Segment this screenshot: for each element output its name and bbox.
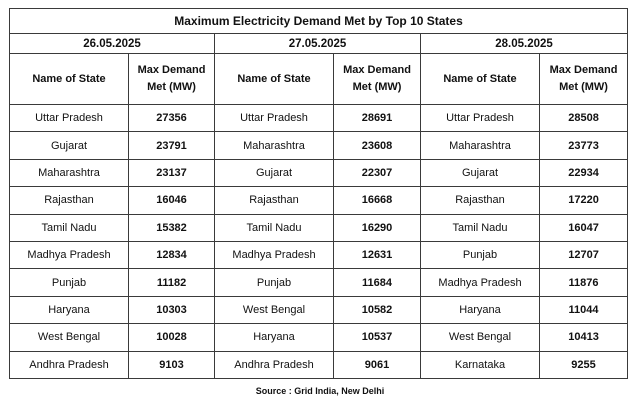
demand-cell: 28691	[334, 105, 421, 132]
column-header-row	[10, 54, 628, 105]
state-cell: Punjab	[10, 269, 129, 296]
demand-cell: 22307	[334, 159, 421, 186]
state-cell: Gujarat	[10, 132, 129, 159]
state-cell: Punjab	[215, 269, 334, 296]
demand-table	[9, 8, 628, 379]
state-cell: Gujarat	[421, 159, 540, 186]
demand-cell: 11044	[540, 296, 628, 323]
demand-cell: 9255	[540, 351, 628, 378]
state-cell: Uttar Pradesh	[421, 105, 540, 132]
state-cell: Gujarat	[215, 159, 334, 186]
demand-cell: 15382	[129, 214, 215, 241]
source-note: Source : Grid India, New Delhi	[255, 386, 385, 396]
demand-cell: 16047	[540, 214, 628, 241]
state-cell: West Bengal	[215, 296, 334, 323]
state-cell: Uttar Pradesh	[10, 105, 129, 132]
state-column-header: Name of State	[421, 54, 540, 105]
state-cell: Karnataka	[421, 351, 540, 378]
date-header-1: 26.05.2025	[10, 34, 215, 54]
state-cell: Andhra Pradesh	[215, 351, 334, 378]
state-cell: Madhya Pradesh	[10, 241, 129, 268]
table-title: Maximum Electricity Demand Met by Top 10 States	[10, 9, 628, 34]
state-cell: Andhra Pradesh	[10, 351, 129, 378]
state-cell: Tamil Nadu	[10, 214, 129, 241]
demand-cell: 12834	[129, 241, 215, 268]
state-cell: Madhya Pradesh	[421, 269, 540, 296]
demand-column-header: Max Demand Met (MW)	[540, 54, 628, 105]
state-cell: Rajasthan	[10, 187, 129, 214]
demand-cell: 22934	[540, 159, 628, 186]
demand-cell: 10303	[129, 296, 215, 323]
state-cell: Maharashtra	[421, 132, 540, 159]
table-row	[10, 269, 628, 296]
demand-cell: 16290	[334, 214, 421, 241]
demand-cell: 16668	[334, 187, 421, 214]
demand-cell: 23791	[129, 132, 215, 159]
table-row	[10, 159, 628, 186]
state-cell: Haryana	[215, 324, 334, 351]
state-cell: Rajasthan	[215, 187, 334, 214]
state-cell: Rajasthan	[421, 187, 540, 214]
state-cell: Uttar Pradesh	[215, 105, 334, 132]
table-row	[10, 214, 628, 241]
table-row	[10, 105, 628, 132]
state-column-header: Name of State	[10, 54, 129, 105]
demand-cell: 23137	[129, 159, 215, 186]
demand-cell: 11182	[129, 269, 215, 296]
date-header-3: 28.05.2025	[421, 34, 628, 54]
state-cell: Tamil Nadu	[421, 214, 540, 241]
demand-cell: 12707	[540, 241, 628, 268]
demand-cell: 16046	[129, 187, 215, 214]
demand-column-header: Max Demand Met (MW)	[334, 54, 421, 105]
state-cell: Haryana	[421, 296, 540, 323]
state-cell: Punjab	[421, 241, 540, 268]
demand-cell: 9061	[334, 351, 421, 378]
table-row	[10, 187, 628, 214]
date-header-2: 27.05.2025	[215, 34, 421, 54]
state-cell: Haryana	[10, 296, 129, 323]
demand-cell: 10537	[334, 324, 421, 351]
demand-cell: 23773	[540, 132, 628, 159]
date-row	[10, 34, 628, 54]
demand-cell: 9103	[129, 351, 215, 378]
table-row	[10, 296, 628, 323]
demand-cell: 10028	[129, 324, 215, 351]
demand-cell: 10582	[334, 296, 421, 323]
demand-cell: 11684	[334, 269, 421, 296]
demand-cell: 27356	[129, 105, 215, 132]
demand-cell: 23608	[334, 132, 421, 159]
demand-cell: 10413	[540, 324, 628, 351]
state-cell: Maharashtra	[10, 159, 129, 186]
state-cell: Tamil Nadu	[215, 214, 334, 241]
state-cell: West Bengal	[421, 324, 540, 351]
table-row	[10, 132, 628, 159]
table-row	[10, 351, 628, 378]
demand-cell: 12631	[334, 241, 421, 268]
demand-cell: 17220	[540, 187, 628, 214]
demand-cell: 28508	[540, 105, 628, 132]
table-row	[10, 324, 628, 351]
table-row	[10, 241, 628, 268]
demand-column-header: Max Demand Met (MW)	[129, 54, 215, 105]
state-cell: West Bengal	[10, 324, 129, 351]
state-cell: Maharashtra	[215, 132, 334, 159]
demand-cell: 11876	[540, 269, 628, 296]
state-cell: Madhya Pradesh	[215, 241, 334, 268]
title-row	[10, 9, 628, 34]
state-column-header: Name of State	[215, 54, 334, 105]
